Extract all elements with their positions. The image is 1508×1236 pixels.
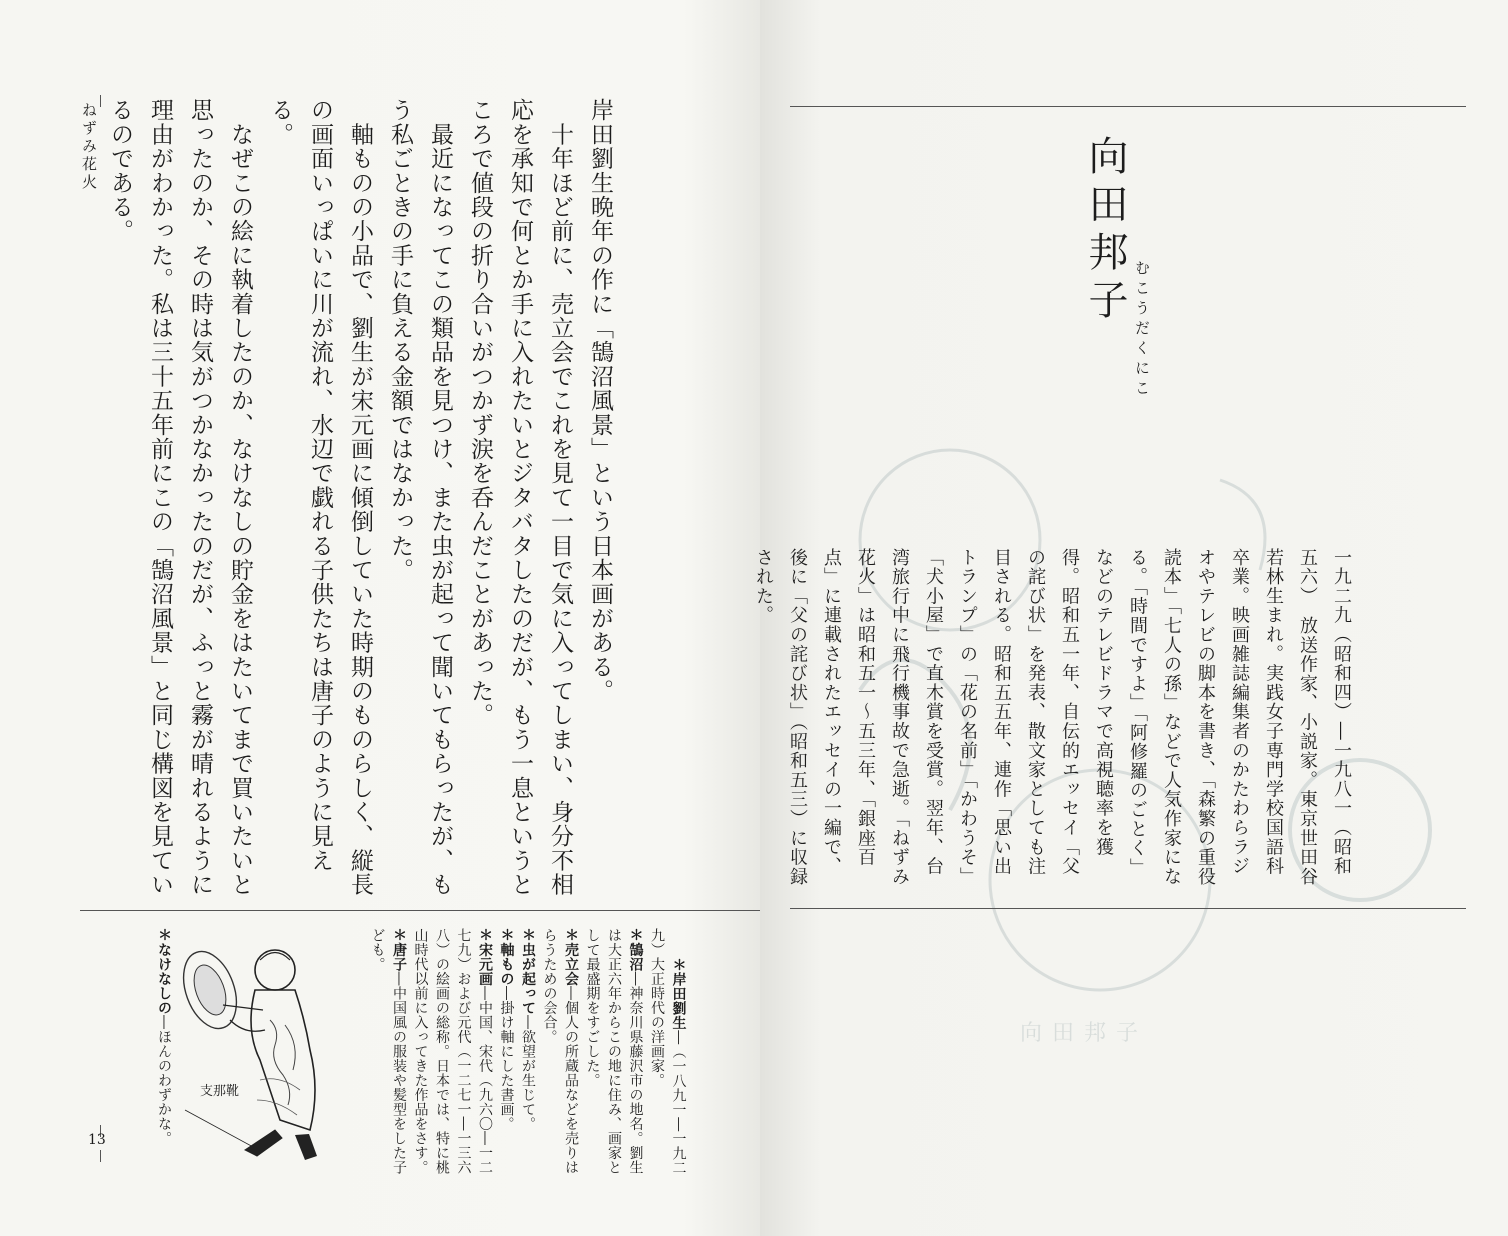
right-page [753, 0, 1508, 1236]
author-biography: 一九二九（昭和四）―一九八一（昭和五六） 放送作家、小説家。東京世田谷若林生まれ。実践女子専門学校国語科卒業。映画雑誌編集者のかたわらラジオやテレビの脚本を書き、「森繁の重役読本」「七人の孫」などで人気作家になる。「時間ですよ」「阿修羅のごとく」などのテレビドラマで高視聴率を獲得。昭和五一年、自伝的エッセイ「父の詫び状」を発表、散文家としても注目される。昭和五五年、連作「思い出トランプ」の「花の名前」「かわうそ」「犬小屋」で直木賞を受賞。翌年、台湾旅行中に飛行機事故で急逝。「ねずみ花火」は昭和五一～五三年、「銀座百点」に連載されたエッセイの一編で、後に「父の詫び状」（昭和五三）に収録された。 [753, 548, 1352, 887]
footnote-jikumono: ＊軸もの―掛け軸にした書画。 [498, 928, 515, 1131]
footnote-separator [80, 910, 760, 911]
bottom-rule [790, 908, 1466, 909]
footnote-karako: ＊唐子―中国風の服装や髪型をした子ども。 [369, 928, 407, 1175]
page-number: 13 [88, 1132, 106, 1148]
ghost-title-text: 向田邦子 [1020, 1021, 1149, 1046]
karako-child-illustration [165, 930, 345, 1170]
author-name-kana: むこうだくにこ [1133, 260, 1151, 400]
footnote-nakenashi: ＊なけなしの―ほんのわずかな。 [156, 928, 172, 1146]
footnote-kugenuma: ＊鵠沼―神奈川県藤沢市の地名。劉生は大正六年からこの地に住み、画家として最盛期をすごした。 [584, 928, 644, 1175]
footnote-uritatekai: ＊売立会―個人の所蔵品などを売りはらうための会合。 [541, 928, 579, 1175]
illustration-caption: 支那靴 [200, 1084, 240, 1099]
footnote-mushi: ＊虫が起って―欲望が生じて。 [520, 928, 536, 1131]
top-rule [790, 106, 1466, 107]
footnote-kishida: ＊岸田劉生―（一八九一―一九二九）大正時代の洋画家。 [649, 928, 687, 1176]
author-name: 向田邦子 [1082, 135, 1128, 327]
footnote-sougenga: ＊宋元画―中国、宋代（九六〇―一二七九）および元代（一二七一―一三六八）の絵画の総称。日本では、特に桃山時代以前に入ってきた作品をさす。 [412, 928, 493, 1175]
footnotes [350, 928, 710, 1178]
running-head: ねずみ花火 [80, 102, 98, 192]
essay-body-text: 岸田劉生晩年の作に「鵠沼風景」という日本画がある。 十年ほど前に、売立会でこれを見て一目で気に入ってしまい、身分不相応を承知で何とか手に入れたいとジタバタしたのだが、もう一息というところで値段の折り合いがつかず涙を呑んだことがあった。 最近になってこの類品を見つけ、また虫が起って聞いてもらったが、もう私ごときの手に負える金額ではなかった。 軸ものの小品で、劉生が宋元画に傾倒していた時期のものらしく、縦長の画面いっぱいに川が流れ、水辺で戯れる子供たちは唐子のように見える。 なぜこの絵に執着したのか、なけなしの貯金をはたいてまで買いたいと思ったのか、その時は気がつかなかったのだが、ふっと霧が晴れるように理由がわかった。私は三十五年前にこの「鵠沼風景」と同じ構図を見ているのである。 [107, 98, 613, 897]
page-number-rule-bottom [100, 1150, 101, 1162]
